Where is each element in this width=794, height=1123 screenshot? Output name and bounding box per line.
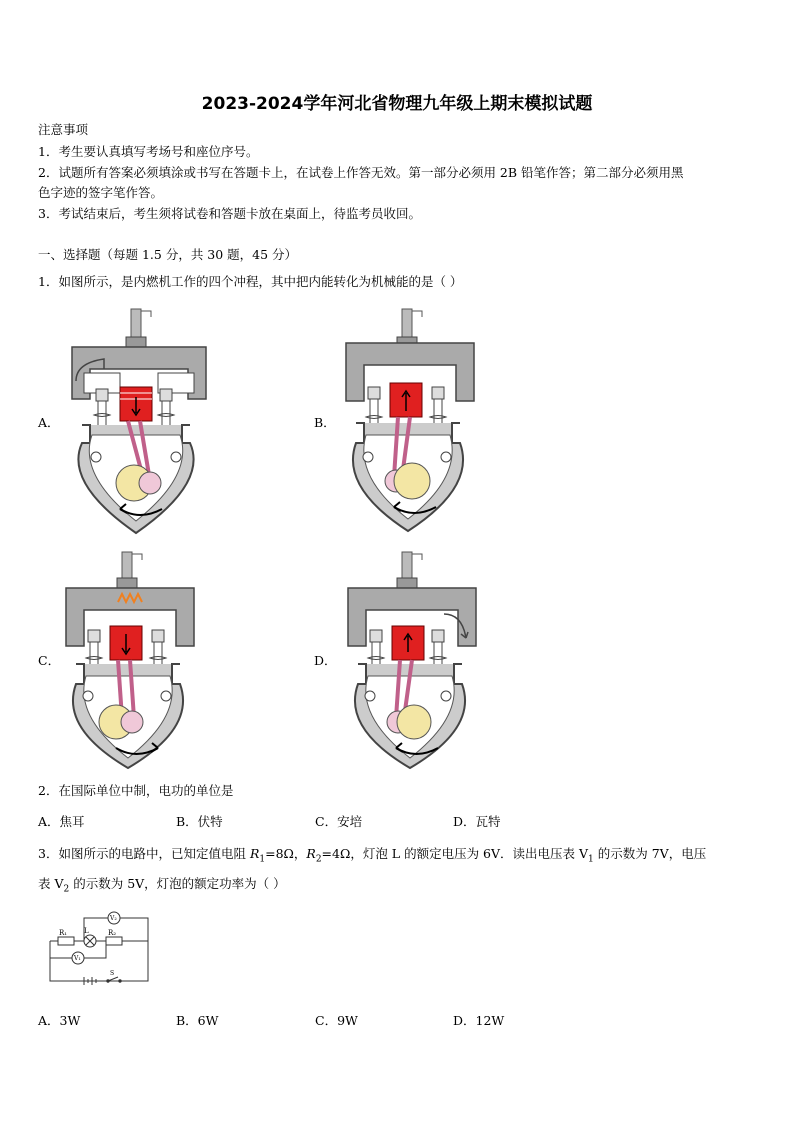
option-label-d: D．: [314, 653, 337, 668]
q2-option-b: B．伏特: [176, 814, 223, 829]
page-title: 2023-2024学年河北省物理九年级上期末模拟试题: [201, 94, 593, 114]
engine-diagram-a: [64, 305, 214, 535]
resistor-r2: [106, 937, 122, 945]
question-3-stem-line-2: 表 $V_2$ 的示数为 5V，灯泡的额定功率为（ ）: [38, 876, 286, 895]
q2-option-c: C．安培: [315, 814, 363, 829]
question-2-stem: 2．在国际单位中制，电功的单位是: [38, 783, 234, 798]
notice-item: 1．考生要认真填写考场号和座位序号。: [38, 144, 259, 159]
option-label-a: A．: [38, 415, 60, 430]
label-l: L: [84, 927, 89, 935]
q3-option-b: B．6W: [176, 1013, 219, 1028]
label-r2: R₂: [108, 929, 117, 937]
q3-option-c: C．9W: [315, 1013, 358, 1028]
option-label-b: B．: [314, 415, 336, 430]
section-heading: 一、选择题（每题 1.5 分，共 30 题，45 分）: [38, 247, 298, 262]
q3-option-d: D．12W: [453, 1013, 505, 1028]
engine-diagram-c: [60, 550, 210, 770]
q3-option-a: A．3W: [38, 1013, 81, 1028]
question-1-stem: 1．如图所示，是内燃机工作的四个冲程，其中把内能转化为机械能的是（ ）: [38, 274, 463, 289]
notice-item: 色字迹的签字笔作答。: [38, 185, 164, 200]
q2-option-d: D．瓦特: [453, 814, 501, 829]
label-v2: V₂: [110, 915, 117, 922]
label-r1: R₁: [59, 929, 68, 937]
option-label-c: C．: [38, 653, 61, 668]
label-s: S: [110, 970, 115, 977]
label-v1: V₁: [74, 955, 81, 962]
notice-heading: 注意事项: [38, 122, 89, 137]
resistor-r1: [58, 937, 74, 945]
engine-diagram-b: [340, 305, 490, 535]
q2-option-a: A．焦耳: [38, 814, 85, 829]
notice-item: 3．考试结束后，考生须将试卷和答题卡放在桌面上，待监考员收回。: [38, 206, 421, 221]
circuit-diagram: [44, 907, 154, 987]
notice-item: 2．试题所有答案必须填涂或书写在答题卡上，在试卷上作答无效。第一部分必须用 2B 铅笔作答；第二部分必须用黑: [38, 165, 684, 180]
engine-diagram-d: [344, 550, 494, 770]
question-3-stem-line-1: 3．如图所示的电路中，已知定值电阻 $R_1=8\Omega$，$R_2=4\Omega$，灯泡 L 的额定电压为 6V．读出电压表 $V_1$ 的示数为 7V，电压: [38, 846, 707, 865]
